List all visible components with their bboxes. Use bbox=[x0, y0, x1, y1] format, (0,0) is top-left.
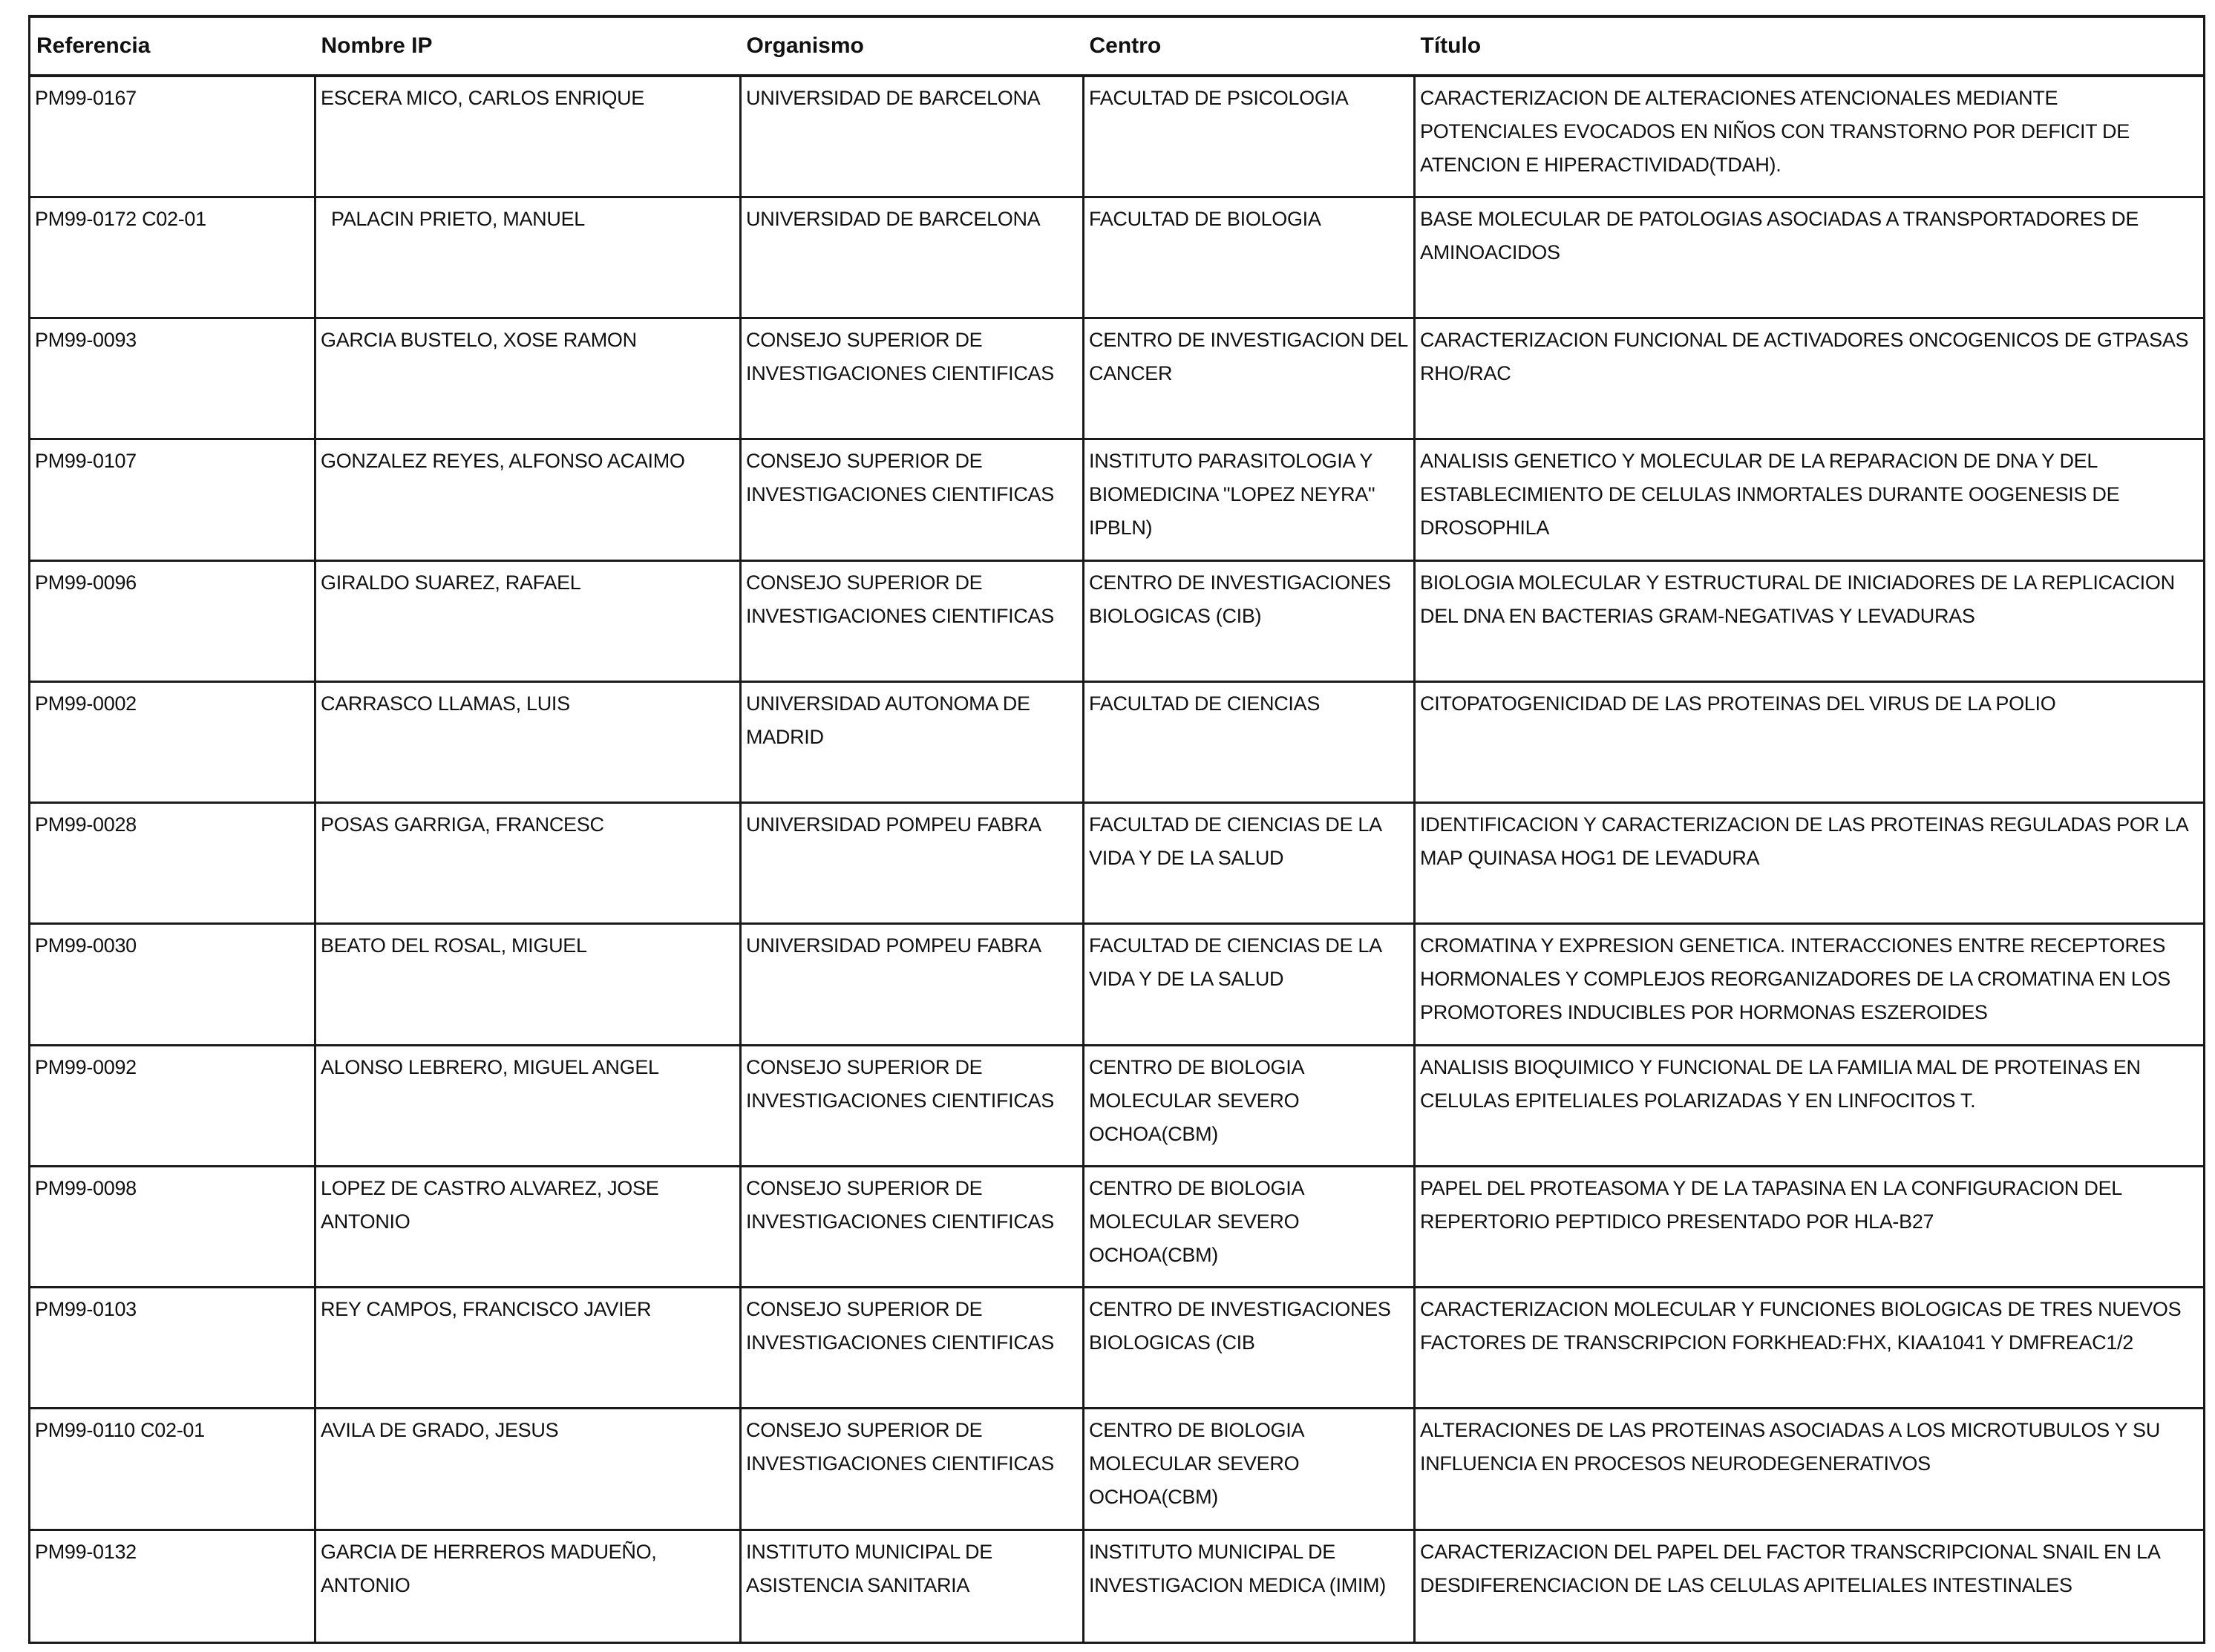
cell-titulo: CARACTERIZACION FUNCIONAL DE ACTIVADORES ONCOGENICOS DE GTPASAS RHO/RAC bbox=[1415, 318, 2205, 439]
cell-centro: FACULTAD DE CIENCIAS DE LA VIDA Y DE LA SALUD bbox=[1084, 803, 1415, 924]
header-centro: Centro bbox=[1084, 16, 1415, 76]
cell-referencia: PM99-0030 bbox=[30, 924, 315, 1045]
cell-centro: FACULTAD DE CIENCIAS DE LA VIDA Y DE LA SALUD bbox=[1084, 924, 1415, 1045]
header-nombre-ip: Nombre IP bbox=[315, 16, 741, 76]
cell-referencia: PM99-0092 bbox=[30, 1045, 315, 1166]
table-row bbox=[30, 439, 2205, 560]
cell-nombre-ip: ESCERA MICO, CARLOS ENRIQUE bbox=[315, 76, 741, 197]
cell-centro: CENTRO DE BIOLOGIA MOLECULAR SEVERO OCHOA(CBM) bbox=[1084, 1409, 1415, 1530]
table-row bbox=[30, 197, 2205, 318]
cell-titulo: CITOPATOGENICIDAD DE LAS PROTEINAS DEL VIRUS DE LA POLIO bbox=[1415, 681, 2205, 802]
cell-centro: CENTRO DE INVESTIGACION DEL CANCER bbox=[1084, 318, 1415, 439]
table-row bbox=[30, 924, 2205, 1045]
cell-titulo: ANALISIS GENETICO Y MOLECULAR DE LA REPARACION DE DNA Y DEL ESTABLECIMIENTO DE CELULAS INMORTALES DURANTE OOGENESIS DE DROSOPHILA bbox=[1415, 439, 2205, 560]
table-row bbox=[30, 1409, 2205, 1530]
cell-referencia: PM99-0167 bbox=[30, 76, 315, 197]
cell-nombre-ip: REY CAMPOS, FRANCISCO JAVIER bbox=[315, 1288, 741, 1409]
cell-organismo: UNIVERSIDAD POMPEU FABRA bbox=[741, 924, 1084, 1045]
cell-organismo: CONSEJO SUPERIOR DE INVESTIGACIONES CIENTIFICAS bbox=[741, 439, 1084, 560]
cell-titulo: CARACTERIZACION MOLECULAR Y FUNCIONES BIOLOGICAS DE TRES NUEVOS FACTORES DE TRANSCRIPCION FORKHEAD:FHX, KIAA1041 Y DMFREAC1/2 bbox=[1415, 1288, 2205, 1409]
table-header-row bbox=[30, 16, 2205, 76]
cell-titulo: IDENTIFICACION Y CARACTERIZACION DE LAS PROTEINAS REGULADAS POR LA MAP QUINASA HOG1 DE LEVADURA bbox=[1415, 803, 2205, 924]
cell-titulo: ALTERACIONES DE LAS PROTEINAS ASOCIADAS A LOS MICROTUBULOS Y SU INFLUENCIA EN PROCESOS NEURODEGENERATIVOS bbox=[1415, 1409, 2205, 1530]
cell-organismo: CONSEJO SUPERIOR DE INVESTIGACIONES CIENTIFICAS bbox=[741, 1045, 1084, 1166]
cell-nombre-ip: ALONSO LEBRERO, MIGUEL ANGEL bbox=[315, 1045, 741, 1166]
cell-referencia: PM99-0110 C02-01 bbox=[30, 1409, 315, 1530]
cell-titulo: BIOLOGIA MOLECULAR Y ESTRUCTURAL DE INICIADORES DE LA REPLICACION DEL DNA EN BACTERIAS GRAM-NEGATIVAS Y LEVADURAS bbox=[1415, 560, 2205, 681]
table-row bbox=[30, 681, 2205, 802]
cell-centro: INSTITUTO PARASITOLOGIA Y BIOMEDICINA "LOPEZ NEYRA" IPBLN) bbox=[1084, 439, 1415, 560]
cell-referencia: PM99-0172 C02-01 bbox=[30, 197, 315, 318]
header-organismo: Organismo bbox=[741, 16, 1084, 76]
cell-organismo: INSTITUTO MUNICIPAL DE ASISTENCIA SANITARIA bbox=[741, 1530, 1084, 1642]
cell-referencia: PM99-0103 bbox=[30, 1288, 315, 1409]
cell-titulo: BASE MOLECULAR DE PATOLOGIAS ASOCIADAS A TRANSPORTADORES DE AMINOACIDOS bbox=[1415, 197, 2205, 318]
header-referencia: Referencia bbox=[30, 16, 315, 76]
cell-organismo: CONSEJO SUPERIOR DE INVESTIGACIONES CIENTIFICAS bbox=[741, 1409, 1084, 1530]
cell-nombre-ip: AVILA DE GRADO, JESUS bbox=[315, 1409, 741, 1530]
cell-organismo: UNIVERSIDAD POMPEU FABRA bbox=[741, 803, 1084, 924]
cell-centro: INSTITUTO MUNICIPAL DE INVESTIGACION MEDICA (IMIM) bbox=[1084, 1530, 1415, 1642]
cell-centro: FACULTAD DE BIOLOGIA bbox=[1084, 197, 1415, 318]
cell-titulo: CARACTERIZACION DEL PAPEL DEL FACTOR TRANSCRIPCIONAL SNAIL EN LA DESDIFERENCIACION DE LAS CELULAS APITELIALES INTESTINALES bbox=[1415, 1530, 2205, 1642]
cell-titulo: ANALISIS BIOQUIMICO Y FUNCIONAL DE LA FAMILIA MAL DE PROTEINAS EN CELULAS EPITELIALES POLARIZADAS Y EN LINFOCITOS T. bbox=[1415, 1045, 2205, 1166]
cell-referencia: PM99-0132 bbox=[30, 1530, 315, 1642]
cell-nombre-ip: LOPEZ DE CASTRO ALVAREZ, JOSE ANTONIO bbox=[315, 1166, 741, 1287]
cell-centro: FACULTAD DE CIENCIAS bbox=[1084, 681, 1415, 802]
cell-nombre-ip: GIRALDO SUAREZ, RAFAEL bbox=[315, 560, 741, 681]
cell-organismo: CONSEJO SUPERIOR DE INVESTIGACIONES CIENTIFICAS bbox=[741, 1166, 1084, 1287]
cell-referencia: PM99-0107 bbox=[30, 439, 315, 560]
table-row bbox=[30, 560, 2205, 681]
cell-centro: CENTRO DE INVESTIGACIONES BIOLOGICAS (CIB bbox=[1084, 1288, 1415, 1409]
cell-organismo: CONSEJO SUPERIOR DE INVESTIGACIONES CIENTIFICAS bbox=[741, 1288, 1084, 1409]
cell-nombre-ip: CARRASCO LLAMAS, LUIS bbox=[315, 681, 741, 802]
table-row bbox=[30, 1045, 2205, 1166]
table-row bbox=[30, 803, 2205, 924]
cell-titulo: CARACTERIZACION DE ALTERACIONES ATENCIONALES MEDIANTE POTENCIALES EVOCADOS EN NIÑOS CON TRANSTORNO POR DEFICIT DE ATENCION E HIPERACTIVIDAD(TDAH). bbox=[1415, 76, 2205, 197]
cell-organismo: CONSEJO SUPERIOR DE INVESTIGACIONES CIENTIFICAS bbox=[741, 318, 1084, 439]
table-row bbox=[30, 1288, 2205, 1409]
cell-nombre-ip: BEATO DEL ROSAL, MIGUEL bbox=[315, 924, 741, 1045]
cell-titulo: PAPEL DEL PROTEASOMA Y DE LA TAPASINA EN LA CONFIGURACION DEL REPERTORIO PEPTIDICO PRESENTADO POR HLA-B27 bbox=[1415, 1166, 2205, 1287]
table-row bbox=[30, 318, 2205, 439]
cell-referencia: PM99-0028 bbox=[30, 803, 315, 924]
table-row bbox=[30, 1530, 2205, 1642]
table-body bbox=[30, 76, 2205, 1643]
cell-nombre-ip: GARCIA BUSTELO, XOSE RAMON bbox=[315, 318, 741, 439]
cell-centro: FACULTAD DE PSICOLOGIA bbox=[1084, 76, 1415, 197]
cell-referencia: PM99-0096 bbox=[30, 560, 315, 681]
cell-centro: CENTRO DE INVESTIGACIONES BIOLOGICAS (CIB) bbox=[1084, 560, 1415, 681]
cell-organismo: UNIVERSIDAD DE BARCELONA bbox=[741, 76, 1084, 197]
cell-referencia: PM99-0098 bbox=[30, 1166, 315, 1287]
cell-referencia: PM99-0093 bbox=[30, 318, 315, 439]
cell-organismo: CONSEJO SUPERIOR DE INVESTIGACIONES CIENTIFICAS bbox=[741, 560, 1084, 681]
cell-organismo: UNIVERSIDAD AUTONOMA DE MADRID bbox=[741, 681, 1084, 802]
cell-nombre-ip: PALACIN PRIETO, MANUEL bbox=[315, 197, 741, 318]
cell-centro: CENTRO DE BIOLOGIA MOLECULAR SEVERO OCHOA(CBM) bbox=[1084, 1045, 1415, 1166]
table-row bbox=[30, 76, 2205, 197]
cell-organismo: UNIVERSIDAD DE BARCELONA bbox=[741, 197, 1084, 318]
projects-table bbox=[28, 15, 2205, 1644]
header-titulo: Título bbox=[1415, 16, 2205, 76]
document-sheet bbox=[28, 15, 2203, 1644]
cell-nombre-ip: POSAS GARRIGA, FRANCESC bbox=[315, 803, 741, 924]
cell-nombre-ip: GONZALEZ REYES, ALFONSO ACAIMO bbox=[315, 439, 741, 560]
cell-referencia: PM99-0002 bbox=[30, 681, 315, 802]
cell-titulo: CROMATINA Y EXPRESION GENETICA. INTERACCIONES ENTRE RECEPTORES HORMONALES Y COMPLEJOS REORGANIZADORES DE LA CROMATINA EN LOS PROMOTORES INDUCIBLES POR HORMONAS ESZEROIDES bbox=[1415, 924, 2205, 1045]
cell-centro: CENTRO DE BIOLOGIA MOLECULAR SEVERO OCHOA(CBM) bbox=[1084, 1166, 1415, 1287]
cell-nombre-ip: GARCIA DE HERREROS MADUEÑO, ANTONIO bbox=[315, 1530, 741, 1642]
table-row bbox=[30, 1166, 2205, 1287]
